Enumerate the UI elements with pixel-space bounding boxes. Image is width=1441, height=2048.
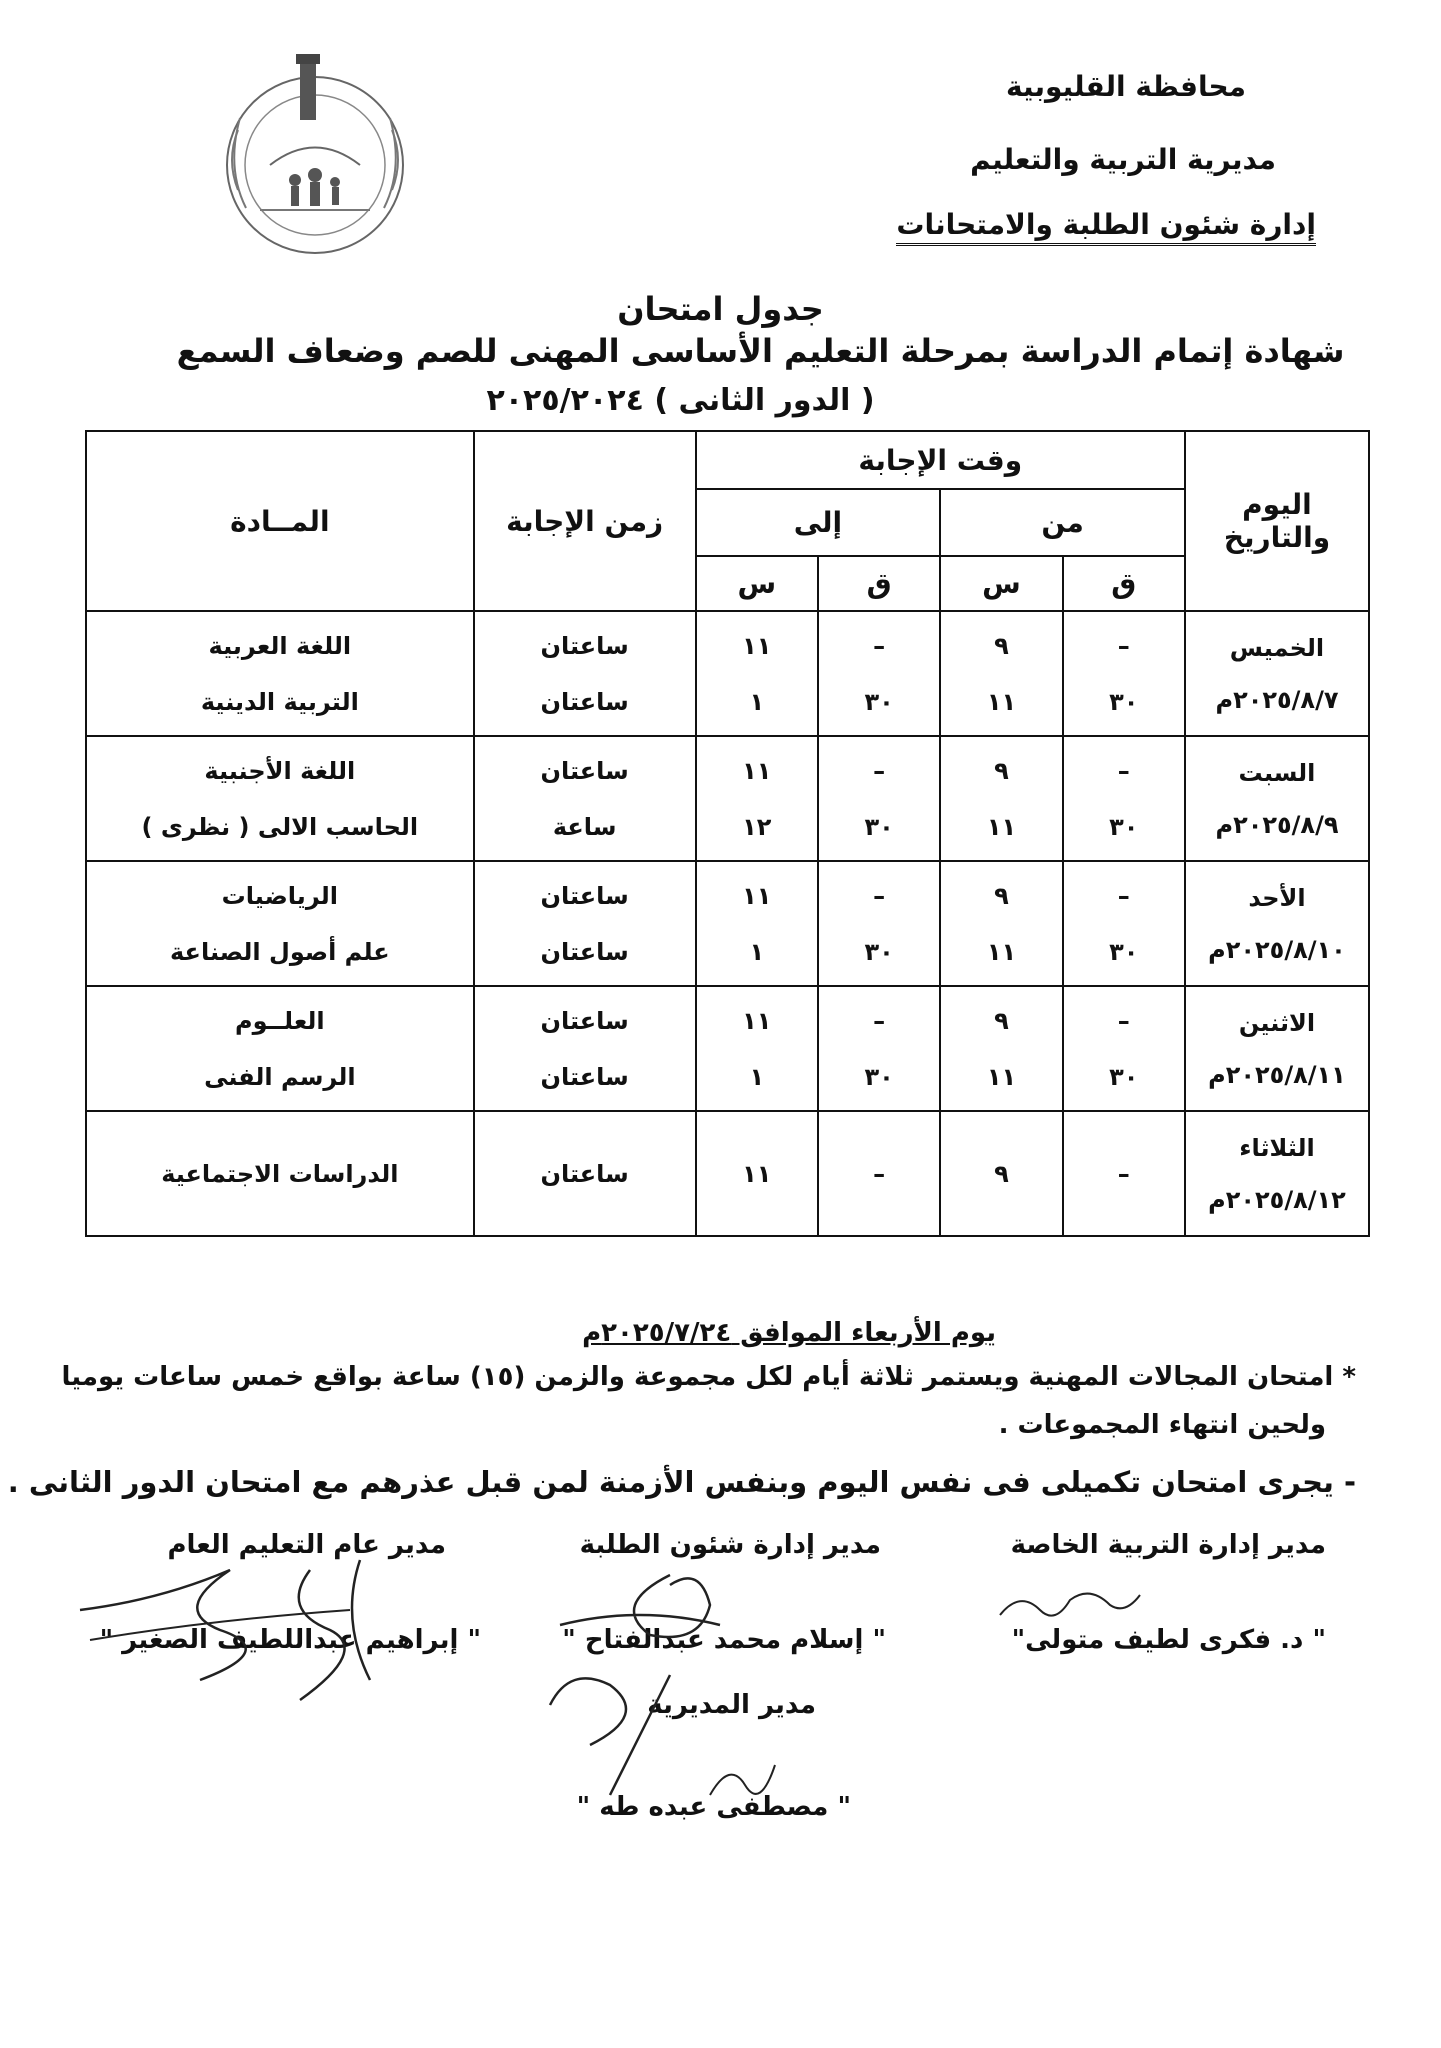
to-hours: ١ — [749, 1062, 765, 1091]
day-name: السبت — [1238, 758, 1316, 787]
to-hours: ١١ — [742, 1159, 772, 1188]
special-ed-signature — [990, 1580, 1150, 1630]
note-supplementary-exam: - يجرى امتحان تكميلى فى نفس اليوم وبنفس الأزمنة لمن قبل عذرهم مع امتحان الدور الثانى . — [7, 1465, 1356, 1499]
duration: ساعتان — [540, 1006, 629, 1035]
to-minutes: – — [873, 881, 886, 910]
note-vocational-exam-cont: ولحين انتهاء المجموعات . — [998, 1410, 1326, 1440]
from-hours-header: س — [940, 556, 1062, 611]
from-minutes: – — [1117, 1159, 1130, 1188]
special-ed-director-title: مدير إدارة التربية الخاصة — [1010, 1530, 1326, 1560]
duration: ساعتان — [540, 756, 629, 785]
exam-date: ٢٠٢٥/٨/١١م — [1208, 1060, 1346, 1089]
general-ed-signature — [60, 1540, 420, 1710]
table-row — [86, 986, 1369, 1111]
exam-date: ٢٠٢٥/٨/١٢م — [1208, 1185, 1346, 1214]
ministry-seal-logo — [200, 40, 430, 270]
from-minutes: ٣٠ — [1109, 687, 1139, 716]
subject: العلــوم — [235, 1006, 325, 1035]
directorate-label: مديرية التربية والتعليم — [970, 143, 1276, 176]
table-row — [86, 861, 1369, 986]
duration: ساعتان — [540, 631, 629, 660]
from-hours: ١١ — [986, 812, 1017, 841]
to-hours: ١١ — [742, 1006, 772, 1035]
to-minutes: – — [873, 1159, 886, 1188]
special-ed-director-name: " د. فكرى لطيف متولى" — [1011, 1625, 1326, 1655]
from-hours: ٩ — [994, 1159, 1009, 1188]
student-affairs-director-title: مدير إدارة شئون الطلبة — [579, 1530, 881, 1560]
notes-date-line: يوم الأربعاء الموافق ٢٠٢٥/٧/٢٤م — [582, 1318, 996, 1348]
to-minutes: – — [873, 631, 886, 660]
from-minutes: ٣٠ — [1109, 937, 1139, 966]
to-minutes: ٣٠ — [864, 812, 894, 841]
from-hours: ٩ — [994, 631, 1009, 660]
subject: الحاسب الالى ( نظرى ) — [141, 812, 419, 841]
to-header: إلى — [696, 489, 941, 556]
from-hours: ١١ — [986, 1062, 1017, 1091]
day-name: الثلاثاء — [1239, 1133, 1315, 1162]
from-hours: ١١ — [986, 937, 1017, 966]
exam-date: ٢٠٢٥/٨/٩م — [1215, 810, 1339, 839]
duration-header: زمن الإجابة — [474, 431, 696, 611]
subject: التربية الدينية — [200, 687, 359, 716]
from-minutes-header: ق — [1063, 556, 1185, 611]
session-title: ( الدور الثانى ) ٢٠٢٥/٢٠٢٤ — [486, 383, 875, 418]
to-minutes: ٣٠ — [864, 687, 894, 716]
duration: ساعتان — [540, 937, 629, 966]
general-ed-director-name: " إبراهيم عبداللطيف الصغير " — [99, 1625, 481, 1655]
to-minutes: – — [873, 756, 886, 785]
subject: علم أصول الصناعة — [170, 937, 390, 966]
day-name: الأحد — [1248, 883, 1306, 912]
directorate-director-name: " مصطفى عبده طه " — [576, 1792, 851, 1822]
to-minutes: – — [873, 1006, 886, 1035]
from-minutes: ٣٠ — [1109, 1062, 1139, 1091]
subject-header: المــادة — [86, 431, 474, 611]
to-hours: ١٢ — [742, 812, 772, 841]
duration: ساعتان — [540, 881, 629, 910]
to-hours: ١ — [749, 937, 765, 966]
to-hours: ١ — [749, 687, 765, 716]
from-minutes: – — [1117, 756, 1130, 785]
department-label: إدارة شئون الطلبة والامتحانات — [896, 208, 1316, 246]
directorate-signature — [700, 1755, 780, 1815]
exam-date: ٢٠٢٥/٨/٧م — [1215, 685, 1339, 714]
answer-time-header: وقت الإجابة — [696, 431, 1185, 489]
from-header: من — [940, 489, 1185, 556]
to-hours: ١١ — [742, 881, 772, 910]
from-minutes: ٣٠ — [1109, 812, 1139, 841]
from-minutes: – — [1117, 631, 1130, 660]
duration: ساعتان — [540, 687, 629, 716]
general-ed-director-title: مدير عام التعليم العام — [167, 1530, 446, 1560]
subject: اللغة العربية — [208, 631, 352, 660]
directorate-director-title: مدير المديرية — [647, 1690, 816, 1720]
day-date-header: اليوم والتاريخ — [1185, 431, 1369, 611]
to-minutes-header: ق — [818, 556, 940, 611]
day-name: الخميس — [1229, 633, 1325, 662]
subject: الدراسات الاجتماعية — [161, 1159, 399, 1188]
duration: ساعتان — [540, 1062, 629, 1091]
from-hours: ٩ — [994, 1006, 1009, 1035]
exam-date: ٢٠٢٥/٨/١٠م — [1208, 935, 1346, 964]
to-hours: ١١ — [742, 756, 772, 785]
from-minutes: – — [1117, 881, 1130, 910]
subject: اللغة الأجنبية — [204, 756, 356, 785]
governorate-label: محافظة القليوبية — [1006, 70, 1246, 103]
table-row — [86, 1111, 1369, 1236]
from-minutes: – — [1117, 1006, 1130, 1035]
to-hours: ١١ — [742, 631, 772, 660]
student-affairs-director-name: " إسلام محمد عبدالفتاح " — [562, 1625, 886, 1655]
duration: ساعة — [552, 812, 617, 841]
subject: الرسم الفنى — [204, 1062, 356, 1091]
duration: ساعتان — [540, 1159, 629, 1188]
table-row — [86, 736, 1369, 861]
to-minutes: ٣٠ — [864, 937, 894, 966]
subject: الرياضيات — [221, 881, 338, 910]
day-name: الاثنين — [1238, 1008, 1316, 1037]
note-vocational-exam: * امتحان المجالات المهنية ويستمر ثلاثة أيام لكل مجموعة والزمن (١٥) ساعة بواقع خمس ساعات يوميا — [61, 1362, 1356, 1392]
from-hours: ٩ — [994, 881, 1009, 910]
from-hours: ٩ — [994, 756, 1009, 785]
exam-schedule-table — [85, 430, 1370, 1237]
schedule-title: جدول امتحان — [617, 290, 824, 328]
to-hours-header: س — [696, 556, 818, 611]
certificate-title: شهادة إتمام الدراسة بمرحلة التعليم الأساسى المهنى للصم وضعاف السمع — [176, 332, 1345, 370]
from-hours: ١١ — [986, 687, 1017, 716]
to-minutes: ٣٠ — [864, 1062, 894, 1091]
table-row — [86, 611, 1369, 736]
